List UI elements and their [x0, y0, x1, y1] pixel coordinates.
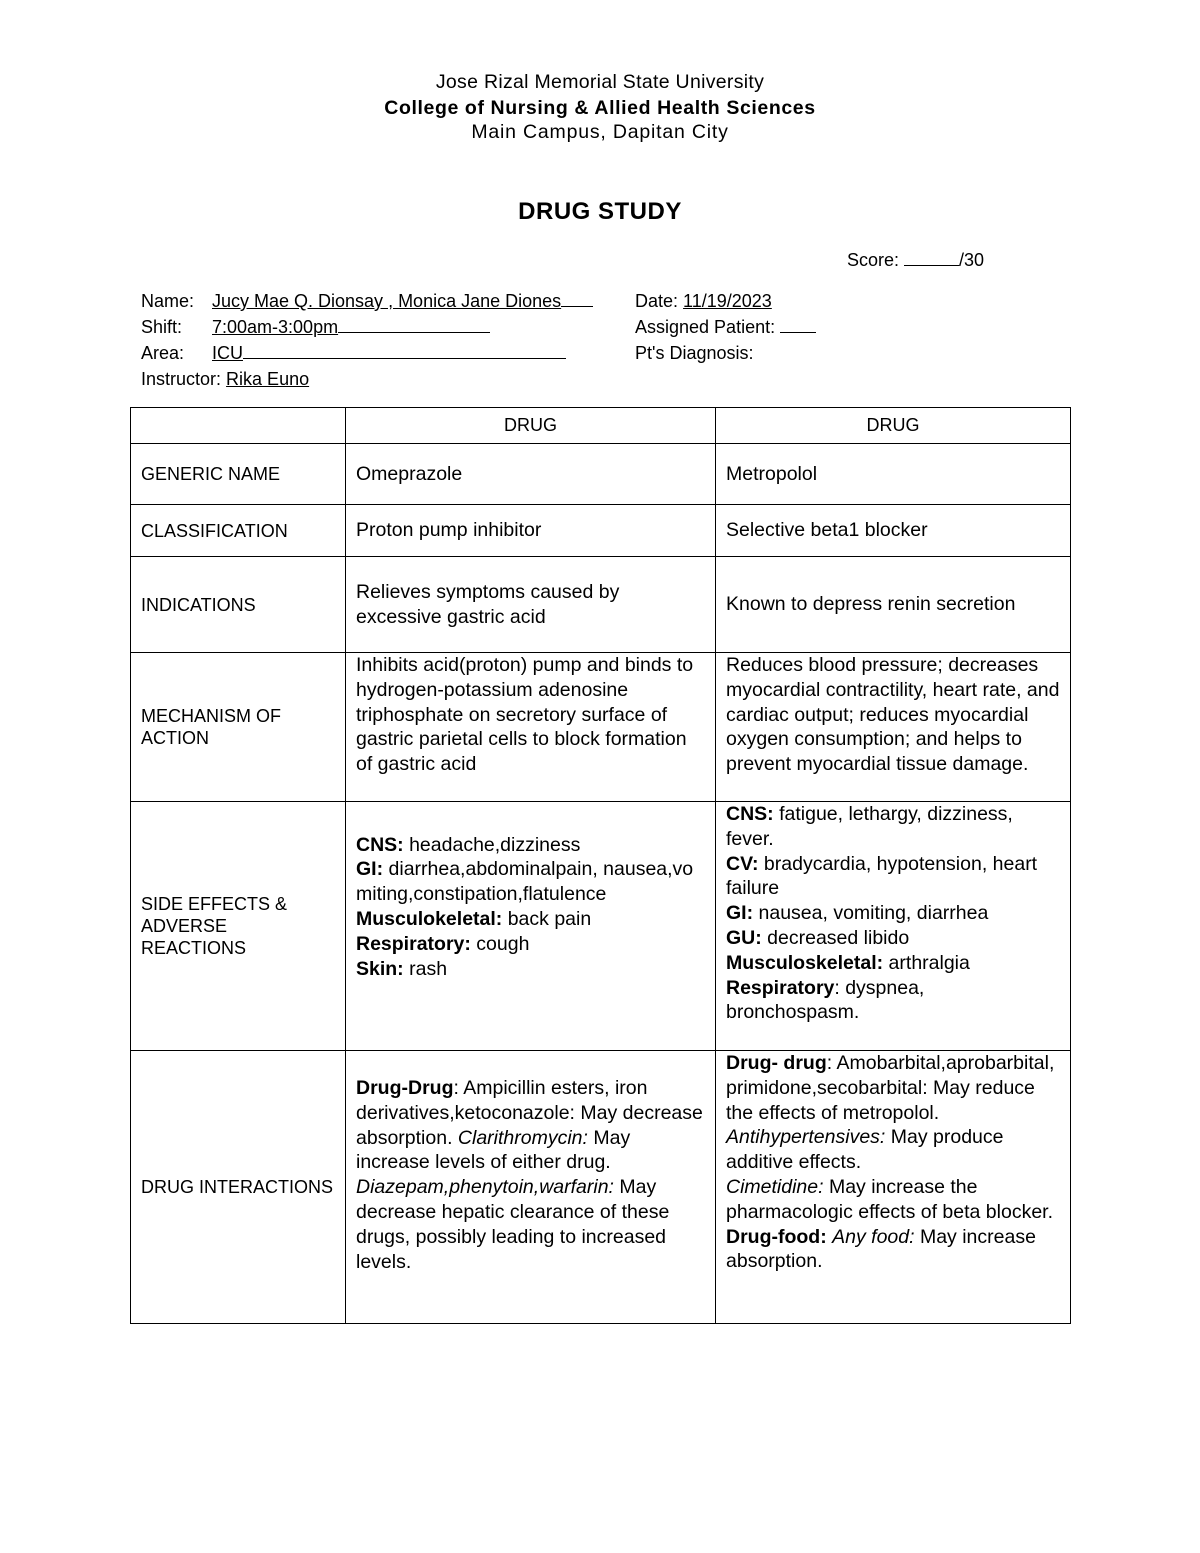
date-value: 11/19/2023: [683, 291, 772, 311]
shift-value: 7:00am-3:00pm: [212, 317, 339, 337]
campus-name: Main Campus, Dapitan City: [471, 121, 729, 143]
area-value: ICU: [212, 343, 243, 363]
area-blank: [243, 344, 566, 359]
instructor-value: Rika Euno: [226, 369, 310, 389]
table-row: [131, 653, 1071, 802]
indications-drug1: Relieves symptoms caused by excessive gastric acid: [346, 557, 716, 653]
side-effect-line: Musculokeletal: back pain: [356, 908, 592, 930]
interactions-drug2: Drug- drug: Amobarbital,aprobarbital, primidone,secobarbital: May reduce the effects of metropolol. Antihypertensives: May produce additive effects. Cimetidine: May increase the pharmacologic effects of beta blocker. Drug-food: Any food: May increase absorption.: [716, 1051, 1071, 1324]
table-row: [131, 505, 1071, 557]
score-suffix: /30: [959, 250, 985, 270]
name-value: Jucy Mae Q. Dionsay , Monica Jane Diones: [212, 291, 562, 311]
side-effect-line: CNS: fatigue, lethargy, dizziness, fever.: [726, 803, 1013, 850]
assigned-patient-label: Assigned Patient:: [635, 317, 776, 337]
side-effect-line: GI: diarrhea,abdominalpain, nausea,vomiting,constipation,flatulence: [356, 858, 694, 906]
area-field: [212, 343, 566, 364]
name-label: Name:: [141, 291, 195, 311]
side-effects-drug1: [346, 802, 716, 1051]
side-effects-drug2: [716, 802, 1071, 1051]
side-effect-line: Skin: rash: [356, 957, 448, 980]
generic-name-drug1: Omeprazole: [346, 444, 716, 505]
diagnosis-label: Pt's Diagnosis:: [635, 343, 754, 363]
row-label: MECHANISM OF ACTION: [131, 653, 346, 802]
date-field: [635, 291, 772, 312]
assigned-patient-blank: [780, 318, 816, 333]
instructor-field: [141, 369, 309, 390]
side-effect-line: CV: bradycardia, hypotension, heart failure: [726, 852, 1038, 900]
area-label: Area:: [141, 343, 185, 363]
classification-drug1: Proton pump inhibitor: [346, 505, 716, 557]
score-field: [847, 250, 984, 271]
date-label: Date:: [635, 291, 679, 311]
corner-cell: [131, 408, 346, 444]
drug-column-header-1: DRUG: [346, 408, 716, 444]
name-field: [212, 291, 593, 312]
page-title: DRUG STUDY: [518, 198, 682, 225]
table-header-row: [131, 408, 1071, 444]
drug-column-header-2: DRUG: [716, 408, 1071, 444]
mechanism-drug2: Reduces blood pressure; decreases myocardial contractility, heart rate, and cardiac output; reduces myocardial oxygen consumption; and helps to prevent myocardial tissue damage.: [716, 653, 1071, 802]
side-effect-line: CNS: headache,dizziness: [356, 833, 581, 856]
college-name: College of Nursing & Allied Health Sciences: [384, 97, 816, 119]
instructor-label: Instructor:: [141, 369, 222, 389]
indications-drug2: Known to depress renin secretion: [716, 557, 1071, 653]
row-label: SIDE EFFECTS & ADVERSE REACTIONS: [131, 802, 346, 1051]
mechanism-drug1: Inhibits acid(proton) pump and binds to hydrogen-potassium adenosine triphosphate on secretory surface of gastric parietal cells to block formation of gastric acid: [346, 653, 716, 802]
row-label: CLASSIFICATION: [131, 505, 346, 557]
side-effect-line: GI: nausea, vomiting, diarrhea: [726, 902, 989, 925]
row-label: INDICATIONS: [131, 557, 346, 653]
side-effect-line: GU: decreased libido: [726, 926, 910, 949]
side-effect-line: Respiratory: dyspnea, bronchospasm.: [726, 976, 925, 1024]
name-blank: [561, 292, 593, 307]
assigned-patient-field: [635, 317, 816, 338]
generic-name-drug2: Metropolol: [716, 444, 1071, 505]
side-effect-line: Respiratory: cough: [356, 932, 530, 955]
classification-drug2: Selective beta1 blocker: [716, 505, 1071, 557]
table-row: [131, 557, 1071, 653]
row-label: GENERIC NAME: [131, 444, 346, 505]
table-row: [131, 1051, 1071, 1324]
shift-label: Shift:: [141, 317, 183, 337]
interactions-drug1: Drug-Drug: Ampicillin esters, iron derivatives,ketoconazole: May decrease absorption. Clarithromycin: May increase levels of either drug. Diazepam,phenytoin,warfarin: May decrease hepatic clearance of these drugs, possibly leading to increased levels.: [346, 1051, 716, 1324]
table-row: [131, 802, 1071, 1051]
row-label: DRUG INTERACTIONS: [131, 1051, 346, 1324]
table-row: [131, 444, 1071, 505]
drug-study-table: [130, 407, 1071, 1324]
shift-field: [212, 317, 490, 338]
shift-blank: [338, 318, 490, 333]
score-label: Score:: [847, 250, 900, 270]
university-name: Jose Rizal Memorial State University: [435, 71, 765, 93]
score-blank: [904, 251, 959, 266]
side-effect-line: Musculoskeletal: arthralgia: [726, 951, 970, 974]
